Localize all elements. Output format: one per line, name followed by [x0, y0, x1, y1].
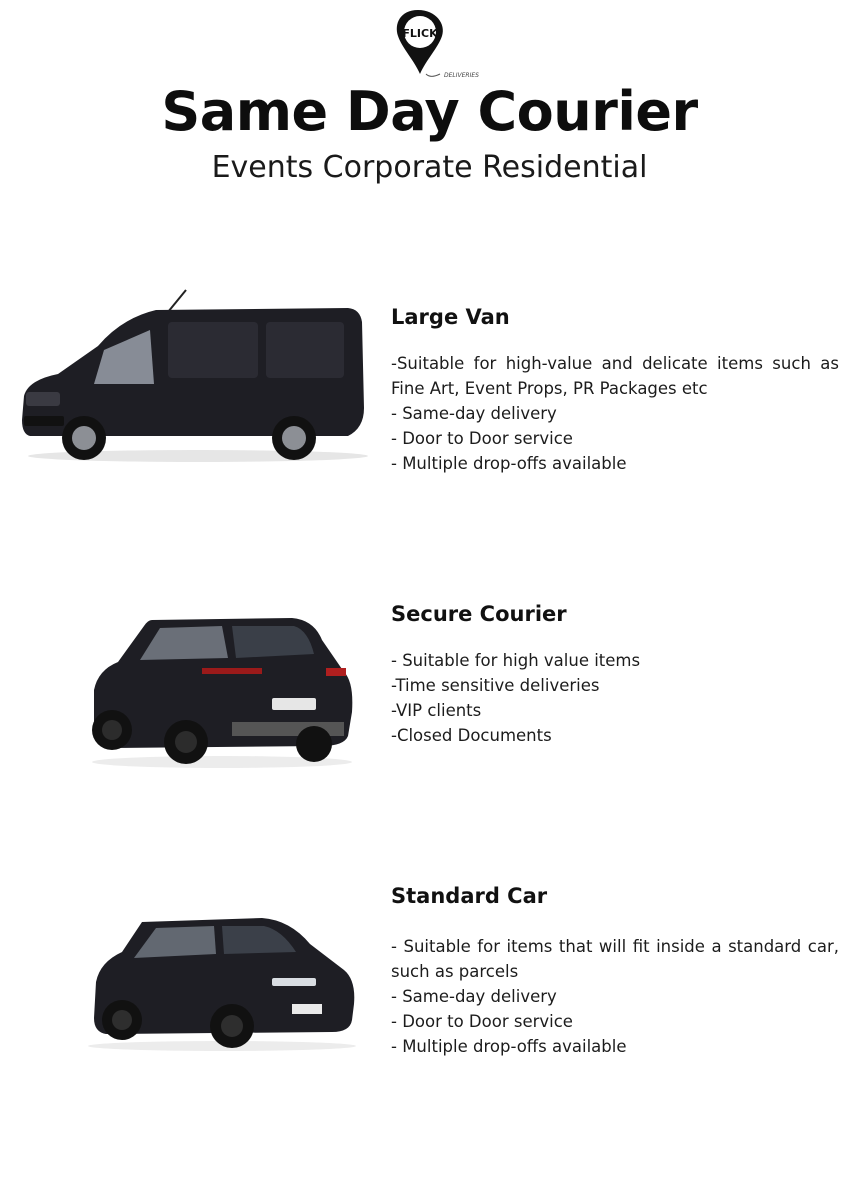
feature-list [391, 648, 839, 748]
list-item: - Suitable for items that will fit inside a standard car, such as parcels [391, 937, 839, 981]
list-item: -Suitable for high-value and delicate items such as Fine Art, Event Props, PR Packages etc [391, 354, 839, 398]
flick-logo [392, 8, 482, 84]
logo-subtext: DELIVERIES [444, 72, 479, 79]
hatchback-icon [82, 908, 362, 1053]
section-secure-courier [391, 602, 839, 748]
section-heading: Large Van [391, 305, 510, 329]
list-item: - Same-day delivery [391, 987, 557, 1006]
feature-list [391, 934, 839, 1059]
list-item: - Door to Door service [391, 1012, 573, 1031]
list-item: - Multiple drop-offs available [391, 454, 627, 473]
section-heading: Secure Courier [391, 602, 567, 626]
list-item: - Multiple drop-offs available [391, 1037, 627, 1056]
logo-text: FLICK [402, 27, 438, 40]
section-large-van [391, 305, 839, 476]
section-standard-car [391, 884, 839, 1059]
section-heading: Standard Car [391, 884, 548, 908]
van-icon [18, 288, 373, 468]
list-item: - Suitable for high value items [391, 651, 641, 670]
list-item: - Same-day delivery [391, 404, 557, 423]
list-item: -Closed Documents [391, 726, 552, 745]
list-item: -Time sensitive deliveries [391, 676, 600, 695]
list-item: - Door to Door service [391, 429, 573, 448]
page-subtitle: Events Corporate Residential [211, 150, 648, 185]
page-title: Same Day Courier [161, 80, 698, 143]
suv-icon [82, 612, 357, 772]
feature-list [391, 351, 839, 476]
list-item: -VIP clients [391, 701, 482, 720]
